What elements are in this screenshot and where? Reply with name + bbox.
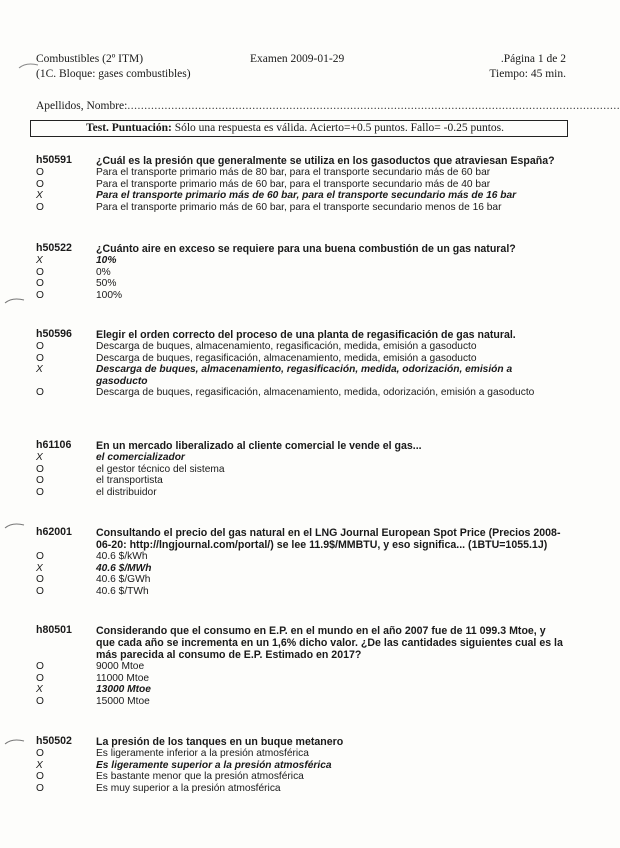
option-mark: X	[36, 255, 43, 266]
option-text: Es bastante menor que la presión atmosférica	[96, 771, 304, 783]
option-text: Para el transporte primario más de 60 bar, para el transporte secundario más de 16 bar	[96, 190, 517, 202]
scoring-box	[30, 120, 568, 137]
option[interactable]	[36, 748, 566, 760]
option-mark: O	[36, 771, 44, 783]
option-mark: X	[36, 452, 43, 463]
option-text: Para el transporte primario más de 60 bar, para el transporte secundario menos de 16 bar	[96, 201, 502, 213]
option-mark: O	[36, 387, 44, 399]
question	[36, 155, 566, 213]
option[interactable]	[36, 202, 566, 214]
question-text: Elegir el orden correcto del proceso de una planta de regasificación de gas natural.	[96, 329, 516, 341]
option[interactable]	[36, 353, 566, 365]
option-mark: O	[36, 341, 44, 352]
option-mark: O	[36, 289, 44, 301]
option-mark: O	[36, 585, 44, 597]
option[interactable]	[36, 771, 566, 783]
option-mark: O	[36, 167, 44, 178]
option[interactable]	[36, 551, 566, 563]
question	[36, 736, 566, 794]
option-correct[interactable]	[36, 255, 566, 267]
option-text: Descarga de buques, almacenamiento, regasificación, medida, emisión a gasoducto	[96, 341, 477, 352]
question	[36, 527, 566, 597]
option-mark: O	[36, 695, 44, 707]
course-block: (1C. Bloque: gases combustibles)	[36, 68, 191, 80]
name-field[interactable]	[36, 100, 620, 112]
question-text: ¿Cuál es la presión que generalmente se utiliza en los gasoductos que atraviesan España?	[96, 155, 555, 167]
question-text: En un mercado liberalizado al cliente comercial le vende el gas...	[96, 440, 422, 452]
option-text: Descarga de buques, regasificación, almacenamiento, medida, odorización, emisión a gasoducto	[96, 387, 535, 399]
option-mark: O	[36, 201, 44, 213]
option-correct[interactable]	[36, 364, 566, 387]
option-text: Para el transporte primario más de 60 bar, para el transporte secundario más de 40 bar	[96, 178, 491, 190]
option-correct[interactable]	[36, 563, 566, 575]
option-mark: X	[36, 364, 43, 376]
option-text: 0%	[96, 266, 111, 278]
option-text: 9000 Mtoe	[96, 661, 145, 672]
question-id: h80501	[36, 624, 72, 636]
scoring-label: Test. Puntuación:	[86, 122, 172, 134]
option-text: Es ligeramente superior a la presión atmosférica	[96, 759, 332, 771]
option-mark: X	[36, 190, 43, 202]
option-text: el distribuidor	[96, 486, 157, 498]
option-mark: X	[36, 562, 43, 574]
question-id: h61106	[36, 439, 72, 451]
pen-mark-icon	[18, 62, 40, 70]
question-id: h62001	[36, 526, 72, 538]
option-text: 15000 Mtoe	[96, 695, 150, 707]
question	[36, 440, 566, 498]
page-number: .Página 1 de 2	[500, 53, 566, 65]
option-text: 10%	[96, 255, 117, 266]
course-title: Combustibles (2º ITM)	[36, 53, 144, 65]
option[interactable]	[36, 341, 566, 353]
option-mark: O	[36, 551, 44, 562]
option-correct[interactable]	[36, 452, 566, 464]
option-mark: O	[36, 748, 44, 759]
option[interactable]	[36, 696, 566, 708]
name-dotted-line: ..................................................................................................................................................	[127, 100, 620, 112]
option[interactable]	[36, 179, 566, 191]
pen-mark-icon	[4, 738, 26, 746]
pen-mark-icon	[4, 522, 26, 530]
option-text: 40.6 $/kWh	[96, 551, 148, 562]
exam-date: Examen 2009-01-29	[250, 53, 345, 65]
option[interactable]	[36, 475, 566, 487]
option[interactable]	[36, 464, 566, 476]
question-text: Consultando el precio del gas natural en el LNG Journal European Spot Price (Precios 2008-06-20: http://lngjournal.com/portal/) se lee 11.9$/MMBTU, y eso significa... (1BTU=1055.1J)	[96, 527, 561, 551]
question	[36, 329, 566, 399]
option-mark: O	[36, 352, 44, 364]
option-text: el transportista	[96, 475, 163, 487]
option-text: 40.6 $/GWh	[96, 574, 151, 586]
option-mark: X	[36, 684, 43, 696]
option-mark: O	[36, 178, 44, 190]
option-correct[interactable]	[36, 760, 566, 772]
name-label: Apellidos, Nombre:	[36, 100, 128, 112]
option-mark: O	[36, 463, 44, 475]
time-limit: Tiempo: 45 min.	[489, 68, 566, 80]
option-text: Descarga de buques, regasificación, almacenamiento, medida, emisión a gasoducto	[96, 352, 477, 364]
option[interactable]	[36, 487, 566, 499]
option-text: el gestor técnico del sistema	[96, 463, 225, 475]
question	[36, 243, 566, 301]
option[interactable]	[36, 290, 566, 302]
scoring-text: Sólo una respuesta es válida. Acierto=+0.5 puntos. Fallo= -0.25 puntos.	[174, 122, 504, 134]
option[interactable]	[36, 661, 566, 673]
option[interactable]	[36, 673, 566, 685]
option[interactable]	[36, 783, 566, 795]
question-text: Considerando que el consumo en E.P. en el mundo en el año 2007 fue de 11 099.3 Mtoe, y que cada año se incrementa en un 1,6% dicho valor. ¿De las cantidades siguientes cual es la más parecida al consumo de E.P. Estimado en 2017?	[96, 625, 563, 661]
option-mark: O	[36, 661, 44, 672]
question-id: h50591	[36, 154, 72, 166]
question-id: h50522	[36, 242, 72, 254]
option-text: 13000 Mtoe	[96, 684, 151, 696]
option-text: 50%	[96, 278, 117, 290]
option-mark: O	[36, 266, 44, 278]
option-mark: O	[36, 672, 44, 684]
option-text: Es muy superior a la presión atmosférica	[96, 782, 281, 794]
option-correct[interactable]	[36, 190, 566, 202]
option[interactable]	[36, 387, 566, 399]
option-mark: X	[36, 759, 43, 771]
option[interactable]	[36, 267, 566, 279]
question-id: h50596	[36, 328, 72, 340]
option[interactable]	[36, 574, 566, 586]
option-correct[interactable]	[36, 684, 566, 696]
option-text: Es ligeramente inferior a la presión atmosférica	[96, 748, 309, 759]
option-mark: O	[36, 475, 44, 487]
option-text: el comercializador	[96, 452, 185, 463]
option[interactable]	[36, 278, 566, 290]
option-text: 11000 Mtoe	[96, 672, 150, 684]
option-mark: O	[36, 486, 44, 498]
option-text: 40.6 $/TWh	[96, 585, 149, 597]
option-text: Para el transporte primario más de 80 bar, para el transporte secundario más de 60 bar	[96, 167, 491, 178]
question-text: ¿Cuánto aire en exceso se requiere para una buena combustión de un gas natural?	[96, 243, 516, 255]
option-mark: O	[36, 782, 44, 794]
pen-mark-icon	[4, 297, 26, 305]
option-text: 40.6 $/MWh	[96, 562, 152, 574]
question-id: h50502	[36, 735, 72, 747]
option-mark: O	[36, 278, 44, 290]
option-mark: O	[36, 574, 44, 586]
question-text: La presión de los tanques en un buque metanero	[96, 736, 344, 748]
option[interactable]	[36, 167, 566, 179]
option[interactable]	[36, 586, 566, 598]
option-text: Descarga de buques, almacenamiento, regasificación, medida, odorización, emisión a gasoducto	[96, 364, 513, 387]
question	[36, 625, 566, 707]
option-text: 100%	[96, 289, 123, 301]
